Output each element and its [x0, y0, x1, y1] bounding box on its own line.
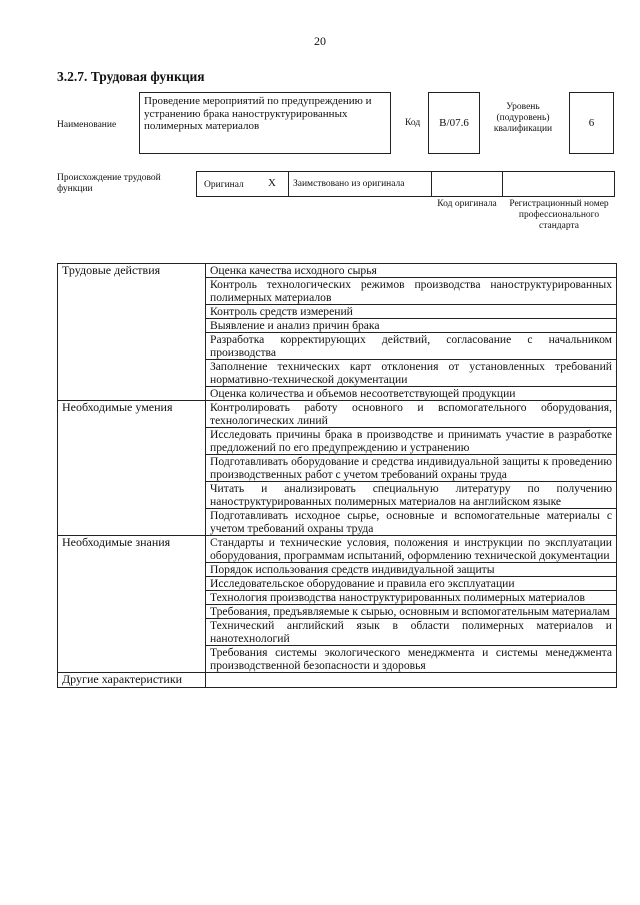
requirement-cell: Исследовательское оборудование и правила его эксплуатации [206, 577, 617, 591]
origin-row [196, 171, 615, 197]
requirement-cell: Порядок использования средств индивидуальной защиты [206, 563, 617, 577]
code-value-box [428, 92, 480, 154]
requirement-cell: Требования системы экологического менеджмента и системы менеджмента производственной безопасности и здоровья [206, 646, 617, 673]
code-label: Код [405, 118, 421, 128]
requirement-cell: Оценка качества исходного сырья [206, 264, 617, 278]
section-label: Трудовые действия [58, 264, 206, 401]
table-row [58, 673, 617, 688]
requirement-cell: Исследовать причины брака в производстве и принимать участие в разработке предложений по его предупреждению и устранению [206, 428, 617, 455]
name-value-box [139, 92, 391, 154]
original-mark: X [268, 177, 276, 189]
requirement-cell: Заполнение технических карт отклонения от установленных требований нормативно-технической документации [206, 360, 617, 387]
code-original-caption: Код оригинала [437, 199, 497, 209]
divider [431, 171, 432, 197]
name-label: Наименование [57, 120, 117, 130]
requirements-table [57, 263, 617, 688]
requirement-cell: Контроль средств измерений [206, 305, 617, 319]
level-value-box [569, 92, 614, 154]
origin-label: Происхождение трудовой функции [57, 173, 161, 194]
requirement-cell: Требования, предъявляемые к сырью, основным и вспомогательным материалам [206, 605, 617, 619]
requirement-cell: Разработка корректирующих действий, согласование с начальником производства [206, 333, 617, 360]
requirement-cell: Контроль технологических режимов производства наноструктурированных полимерных материалов [206, 278, 617, 305]
requirement-cell: Подготавливать исходное сырье, основные и вспомогательные материалы с учетом требований охраны труда [206, 509, 617, 536]
original-label: Оригинал [204, 180, 244, 190]
table-row [58, 401, 617, 428]
page-number: 20 [314, 34, 326, 48]
table-row [58, 536, 617, 563]
requirement-cell: Контролировать работу основного и вспомогательного оборудования, технологических линий [206, 401, 617, 428]
section-title: 3.2.7. Трудовая функция [57, 69, 205, 84]
section-label: Необходимые знания [58, 536, 206, 673]
section-label: Другие характеристики [58, 673, 206, 688]
requirement-cell: Выявление и анализ причин брака [206, 319, 617, 333]
borrowed-label: Заимствовано из оригинала [293, 179, 405, 189]
requirement-cell: Оценка количества и объемов несоответствующей продукции [206, 387, 617, 401]
divider [502, 171, 503, 197]
level-label: Уровень (подуровень) квалификации [493, 102, 553, 134]
requirement-cell: Подготавливать оборудование и средства индивидуальной защиты к проведению производственных работ с учетом требований охраны труда [206, 455, 617, 482]
requirement-cell [206, 673, 617, 688]
requirement-cell: Стандарты и технические условия, положения и инструкции по эксплуатации оборудования, программам испытаний, оформлению технической документации [206, 536, 617, 563]
section-label: Необходимые умения [58, 401, 206, 536]
divider [288, 171, 289, 197]
table-row [58, 264, 617, 278]
requirement-cell: Технический английский язык в области полимерных материалов и нанотехнологий [206, 619, 617, 646]
requirement-cell: Технология производства наноструктурированных полимерных материалов [206, 591, 617, 605]
reg-number-caption: Регистрационный номер профессионального стандарта [509, 199, 609, 231]
level-value: 6 [588, 117, 595, 129]
name-value: Проведение мероприятий по предупреждению и устранению брака наноструктурированных полимерных материалов [144, 95, 372, 132]
requirement-cell: Читать и анализировать специальную литературу по получению наноструктурированных полимерных материалов на английском языке [206, 482, 617, 509]
code-value: В/07.6 [439, 117, 469, 129]
